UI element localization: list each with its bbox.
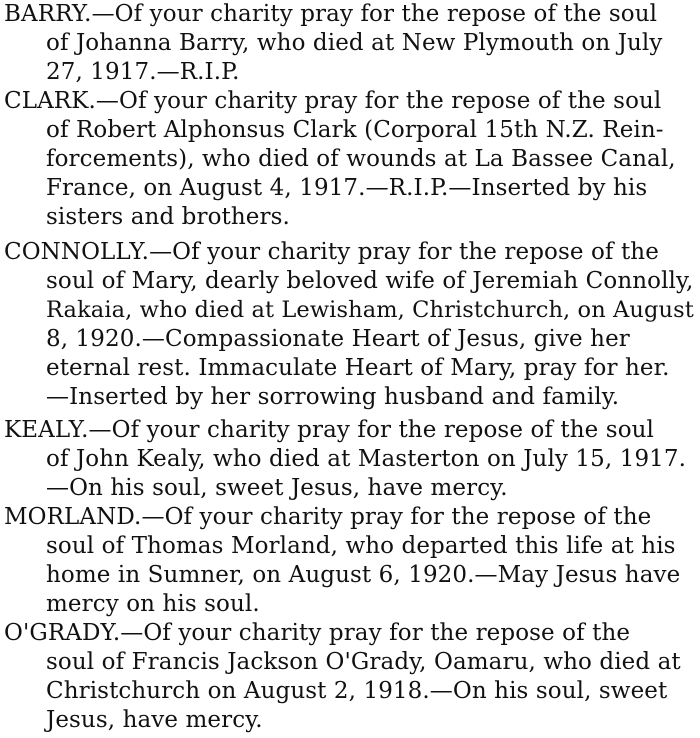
notice-line: of Robert Alphonsus Clark (Corporal 15th N.Z. Rein- — [46, 117, 664, 143]
notice-line: of John Kealy, who died at Masterton on July 15, 1917. — [46, 446, 687, 472]
notice-line: Christchurch on August 2, 1918.—On his soul, sweet — [46, 678, 668, 704]
notice-line: eternal rest. Immaculate Heart of Mary, pray for her. — [46, 355, 670, 381]
notice-line: sisters and brothers. — [46, 204, 290, 230]
notice-line: —Inserted by her sorrowing husband and family. — [46, 384, 620, 410]
notice-line: forcements), who died of wounds at La Bassee Canal, — [46, 146, 676, 172]
notice-line: France, on August 4, 1917.—R.I.P.—Inserted by his — [46, 175, 648, 201]
notice-line: CLARK.—Of your charity pray for the repose of the soul — [4, 88, 662, 114]
notice-line: Jesus, have mercy. — [46, 707, 263, 733]
notice-line: 27, 1917.—R.I.P. — [46, 59, 240, 85]
notice-line: soul of Mary, dearly beloved wife of Jeremiah Connolly, — [46, 268, 694, 294]
notice-line: home in Sumner, on August 6, 1920.—May Jesus have — [46, 562, 681, 588]
notice-line: BARRY.—Of your charity pray for the repose of the soul — [4, 1, 658, 27]
notice-line: —On his soul, sweet Jesus, have mercy. — [46, 475, 508, 501]
notice-line: mercy on his soul. — [46, 591, 260, 617]
notice-line: Rakaia, who died at Lewisham, Christchurch, on August — [46, 297, 694, 323]
notice-line: O'GRADY.—Of your charity pray for the repose of the — [4, 620, 631, 646]
notice-line: CONNOLLY.—Of your charity pray for the repose of the — [4, 239, 659, 265]
notice-line: MORLAND.—Of your charity pray for the repose of the — [4, 504, 652, 530]
notice-line: soul of Francis Jackson O'Grady, Oamaru, who died at — [46, 649, 681, 675]
notice-line: 8, 1920.—Compassionate Heart of Jesus, give her — [46, 326, 630, 352]
notice-line: soul of Thomas Morland, who departed this life at his — [46, 533, 676, 559]
notice-line: KEALY.—Of your charity pray for the repose of the soul — [4, 417, 655, 443]
notice-line: of Johanna Barry, who died at New Plymouth on July — [46, 30, 663, 56]
